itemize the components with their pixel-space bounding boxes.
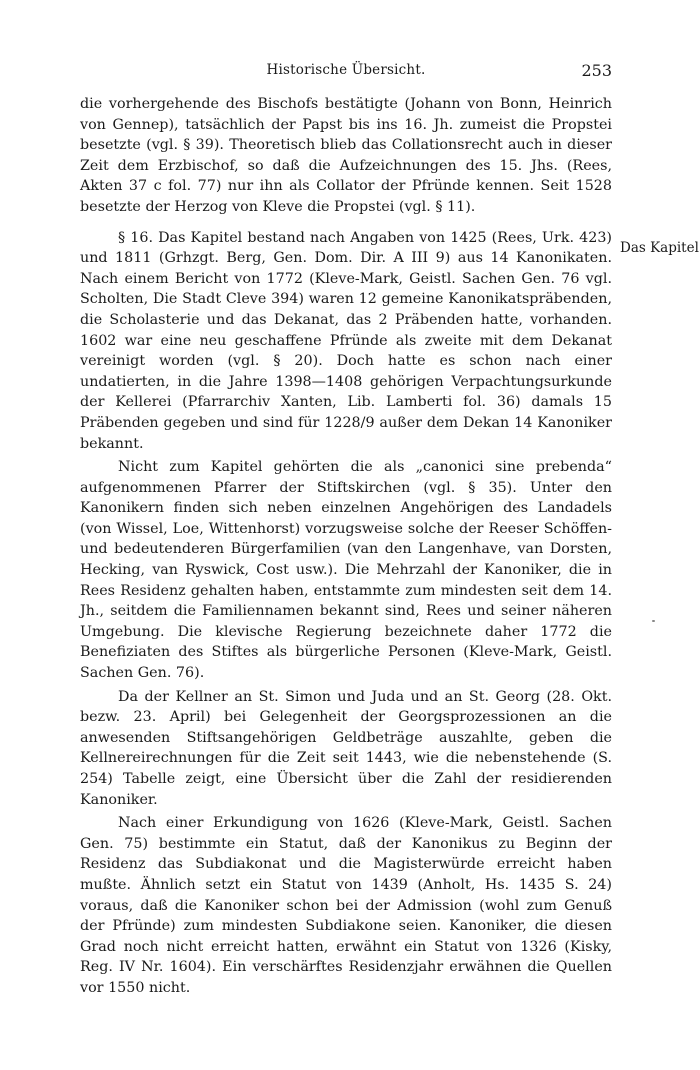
paragraph-canonici: Nicht zum Kapitel gehörten die als „canonici sine prebenda“ aufgenommenen Pfarrer der Stiftskirchen (vgl. § 35). Unter den Kanonikern finden sich neben einzelnen Angehörigen des Landadels (von Wissel, Loe, Wittenhorst) vorzugsweise solche der Reeser Schöffen- und bedeutenderen Bürgerfamilien (van den Langenhave, van Dorsten, Hecking, van Ryswick, Cost usw.). Die Mehrzahl der Kanoniker, die in Rees Residenz gehalten haben, entstammte zum mindesten seit dem 14. Jh., seitdem die Familiennamen bekannt sind, Rees und seiner näheren Umgebung. Die klevische Regierung bezeichnete daher 1772 die Benefiziaten des Stiftes als bürgerliche Personen (Kleve-Mark, Geistl. Sachen Gen. 76). bbox=[80, 459, 612, 682]
body-text bbox=[80, 94, 612, 999]
running-title: Historische Übersicht. bbox=[266, 62, 426, 78]
running-head bbox=[80, 62, 612, 82]
paragraph-continuation: die vorhergehende des Bischofs bestätigte (Johann von Bonn, Heinrich von Gennep), tatsächlich der Papst bis ins 16. Jh. zumeist die Propstei besetzte (vgl. § 39). Theoretisch blieb das Collationsrecht auch in dieser Zeit dem Erzbischof, so daß die Aufzeichnungen des 15. Jhs. (Rees, Akten 37 c fol. 77) nur ihn als Collator der Pfründe kennen. Seit 1528 besetzte der Herzog von Kleve die Propstei (vgl. § 11). bbox=[80, 96, 612, 215]
stray-mark bbox=[652, 620, 655, 622]
paragraph-kellner: Da der Kellner an St. Simon und Juda und an St. Georg (28. Okt. bezw. 23. April) bei Gelegenheit der Georgsprozessionen an die anwesenden Stiftsangehörigen Geldbeträge auszahlte, geben die Kellnereirechnungen für die Zeit seit 1443, wie die nebenstehende (S. 254) Tabelle zeigt, eine Übersicht über die Zahl der residierenden Kanoniker. bbox=[80, 688, 612, 808]
paragraph-section-16: § 16. Das Kapitel bestand nach Angaben von 1425 (Rees, Urk. 423) und 1811 (Grhzgt. Berg, Gen. Dom. Dir. A III 9) aus 14 Kanonikaten. Nach einem Bericht von 1772 (Kleve-Mark, Geistl. Sachen Gen. 76 vgl. Scholten, Die Stadt Cleve 394) waren 12 gemeine Kanonikatspräbenden, die Scholasterie und das Dekanat, das 2 Präbenden hatte, vorhanden. 1602 war eine neu geschaffene Pfründe als zweite mit dem Dekanat vereinigt worden (vgl. § 20). Doch hatte es schon nach einer undatierten, in die Jahre 1398—1408 gehörigen Verpachtungsurkunde der Kellerei (Pfarrarchiv Xanten, Lib. Lamberti fol. 36) damals 15 Präbenden gegeben und sind für 1228/9 außer dem Dekan 14 Kanoniker bekannt. bbox=[80, 229, 612, 452]
marginal-note: Das Kapitel bbox=[620, 240, 699, 256]
paragraph-statut: Nach einer Erkundigung von 1626 (Kleve-Mark, Geistl. Sachen Gen. 75) bestimmte ein Statut, daß der Kanonikus zu Beginn der Residenz das Subdiakonat und die Magisterwürde erreicht haben mußte. Ähnlich setzt ein Statut von 1439 (Anholt, Hs. 1435 S. 24) voraus, daß die Kanoniker schon bei der Admission (wohl zum Genuß der Pfründe) zum mindesten Subdiakone seien. Kanoniker, die diesen Grad noch nicht erreicht hatten, erwähnt ein Statut von 1326 (Kisky, Reg. IV Nr. 1604). Ein verschärftes Residenzjahr erwähnen die Quellen vor 1550 nicht. bbox=[80, 815, 612, 996]
page-number: 253 bbox=[581, 61, 612, 80]
